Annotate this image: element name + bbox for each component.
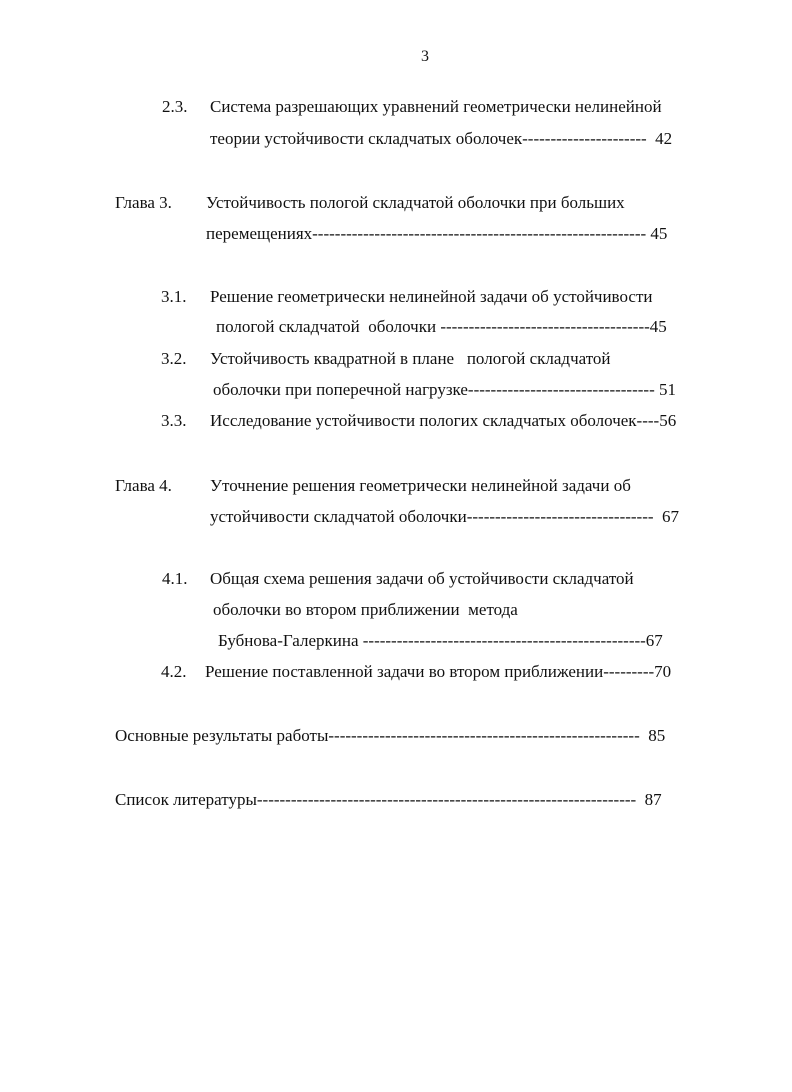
page-number: 3 [421,48,429,65]
toc-title-4-1-line2: оболочки во втором приближении метода [213,600,518,619]
toc-title-4-1-line3: Бубнова-Галеркина --------------------------------------------------67 [218,631,663,650]
toc-results: Основные результаты работы------------------------------------------------------- 85 [115,726,666,745]
toc-num-2-3: 2.3. [162,97,188,116]
toc-num-3-3: 3.3. [161,411,187,430]
toc-title-2-3-line2: теории устойчивости складчатых оболочек---------------------- 42 [210,129,673,148]
toc-chapter-4-line1: Уточнение решения геометрически нелинейной задачи об [210,476,631,495]
toc-references: Список литературы------------------------------------------------------------------- 87 [115,790,662,809]
toc-title-3-1-line1: Решение геометрически нелинейной задачи об устойчивости [210,287,653,306]
toc-num-3-2: 3.2. [161,349,187,368]
toc-chapter-3-line2: перемещениях----------------------------------------------------------- 45 [206,224,668,243]
toc-title-3-2-line1: Устойчивость квадратной в плане пологой складчатой [210,349,611,368]
toc-chapter-4-label: Глава 4. [115,476,172,495]
toc-title-2-3-line1: Система разрешающих уравнений геометрически нелинейной [210,97,662,116]
toc-num-4-2: 4.2. [161,662,187,681]
toc-chapter-3-label: Глава 3. [115,193,172,212]
toc-chapter-4-line2: устойчивости складчатой оболочки--------------------------------- 67 [210,507,680,526]
toc-title-3-3: Исследование устойчивости пологих складчатых оболочек----56 [210,411,677,430]
toc-num-3-1: 3.1. [161,287,187,306]
toc-title-3-1-line2: пологой складчатой оболочки -------------------------------------45 [216,317,667,336]
toc-title-4-1-line1: Общая схема решения задачи об устойчивости складчатой [210,569,634,588]
toc-title-3-2-line2: оболочки при поперечной нагрузке--------------------------------- 51 [213,380,676,399]
toc-num-4-1: 4.1. [162,569,188,588]
toc-chapter-3-line1: Устойчивость пологой складчатой оболочки при больших [206,193,625,212]
toc-title-4-2: Решение поставленной задачи во втором приближении---------70 [205,662,672,681]
